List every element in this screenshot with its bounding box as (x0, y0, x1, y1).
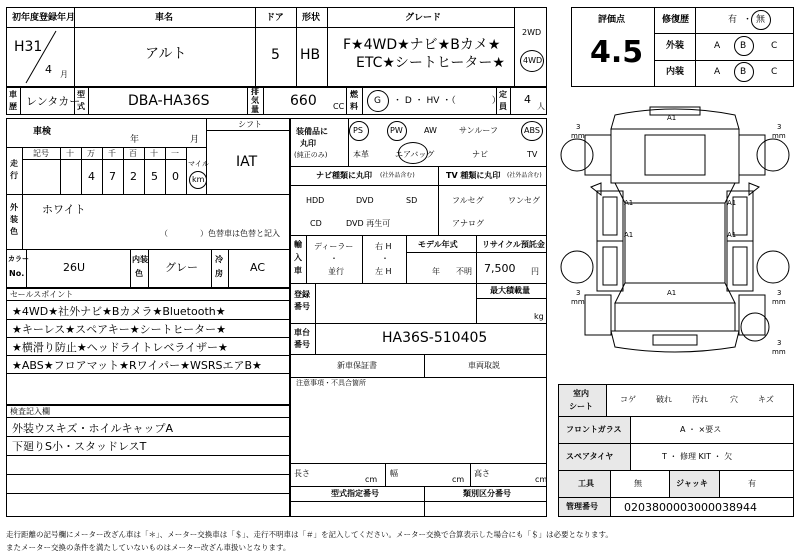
type-label-1: 型 (77, 90, 85, 99)
front-glass-value: A ・ ×要ス (680, 425, 722, 434)
aircon-label-2: 房 (215, 269, 223, 278)
disp-label-2: 気 (251, 96, 259, 105)
capacity-value: 4 (524, 93, 531, 106)
dim-width-unit: cm (452, 475, 465, 484)
inspection-year: 年 (130, 135, 140, 145)
tread-spare-mm: mm (772, 348, 786, 356)
inspector-note-2: 下廻りS小・スタッドレスT (12, 440, 147, 453)
mileage-digit-2: 7 (109, 170, 116, 183)
tread-fr: 3 (777, 123, 782, 131)
drive-4wd: 4WD (523, 56, 543, 65)
mileage-digit-4: 5 (151, 170, 158, 183)
equip-navi: ナビ (472, 150, 488, 159)
import-parallel: 並行 (328, 267, 344, 276)
disp-unit: CC (333, 102, 345, 111)
aircon-value: AC (250, 261, 266, 274)
interior-label: 内装 (666, 67, 685, 77)
reg-label-1: 登録 (294, 290, 310, 299)
color-change-note: （ ）色替車は色替と記入 (160, 229, 280, 238)
mileage-digit-1: 4 (88, 170, 95, 183)
damage-a1-rear: A1 (667, 289, 677, 297)
car-damage-diagram (555, 95, 795, 380)
exterior-c: C (771, 41, 778, 51)
type-designation-label: 型式指定番号 (331, 489, 379, 498)
exterior-label: 外装 (666, 41, 685, 51)
mileage-digit-5: 0 (172, 170, 179, 183)
vehicle-manual: 車両取説 (468, 361, 500, 370)
navi-sd: SD (406, 196, 418, 205)
recycle-unit: 円 (531, 267, 539, 276)
repair-no: 無 (756, 15, 766, 25)
interior-sheet-label-1: 室内 (573, 389, 589, 398)
equip-ps: PS (353, 126, 363, 135)
jack-value: 有 (748, 479, 756, 488)
dim-height-unit: cm (535, 475, 548, 484)
tread-fr-mm: mm (772, 132, 786, 140)
dim-length: 長さ (294, 469, 310, 478)
tv-type-title: TV 種類に丸印 (446, 171, 501, 180)
damage-a1-right-2: A1 (727, 231, 737, 239)
digit-label-3: 百 (129, 149, 137, 158)
reg-label-2: 番号 (294, 302, 310, 311)
navi-dvd: DVD (356, 196, 374, 205)
repair-yes: 有 (728, 15, 738, 25)
shape-label: 形状 (302, 13, 321, 23)
front-glass-label: フロントガラス (566, 425, 622, 434)
inspector-note-1: 外装ウスキズ・ホイルキャップA (12, 422, 173, 435)
capacity-unit: 人 (537, 102, 545, 111)
repair-history-label: 修復歴 (662, 15, 690, 25)
damage-a1-left-2: A1 (624, 231, 634, 239)
interior-c: C (771, 67, 778, 77)
inspection-label: 車検 (33, 127, 52, 137)
color-label-2: 装 (10, 215, 18, 224)
interior-color-label-1: 内装 (132, 255, 148, 264)
damage-a1-front: A1 (667, 114, 677, 122)
equip-sunroof: サンルーフ (459, 126, 498, 135)
dim-height: 高さ (474, 469, 490, 478)
mileage-label-2: 行 (10, 171, 18, 180)
fuel-label-2: 料 (350, 102, 358, 111)
model-year-unknown: 不明 (456, 267, 472, 276)
sales-point-3: ★横滑り防止★ヘッドライトレベライザー★ (12, 341, 228, 354)
displacement: 660 (290, 93, 317, 109)
sales-point-1: ★4WD★社外ナビ★Bカメラ★Bluetooth★ (12, 305, 226, 318)
first-reg-month: 4 (45, 63, 52, 76)
sheet-dirt: 汚れ (692, 395, 708, 404)
import-label-3: 車 (294, 266, 302, 275)
import-label-1: 輸 (294, 240, 302, 249)
control-no-value: 0203800003000038944 (624, 501, 757, 514)
sheet-hole: 穴 (730, 395, 738, 404)
body-shape: HB (300, 47, 321, 63)
tools-value: 無 (634, 479, 642, 488)
type-label-2: 式 (77, 102, 85, 111)
model-year-label: モデル年式 (418, 240, 458, 249)
import-right-h: 右 H (375, 242, 392, 251)
score-value: 4.5 (590, 35, 644, 70)
tread-fl: 3 (576, 123, 581, 131)
type-value: DBA-HA36S (128, 93, 210, 109)
first-reg-label: 初年度登録年月 (12, 13, 76, 23)
color-label-3: 色 (10, 227, 18, 236)
equip-leather: 本革 (353, 150, 369, 159)
max-load-label: 最大積載量 (490, 286, 530, 295)
color-label-1: 外 (10, 203, 18, 212)
model-name-label: 車名 (155, 13, 174, 23)
shift-label: シフト (238, 120, 262, 129)
body-color: ホワイト (42, 203, 86, 216)
dim-length-unit: cm (365, 475, 378, 484)
navi-hdd: HDD (306, 196, 325, 205)
shift-value: IAT (236, 154, 258, 170)
dim-width: 幅 (390, 469, 398, 478)
color-no-label-2: No. (9, 269, 25, 278)
mileage-unit-mile: マイル (188, 160, 209, 168)
chassis-number: HA36S-510405 (382, 330, 488, 346)
import-dealer: ディーラー (314, 242, 354, 251)
mileage-label-1: 走 (10, 159, 18, 168)
interior-color: グレー (165, 261, 198, 274)
jack-label: ジャッキ (676, 479, 708, 488)
sales-points-label: セールスポイント (10, 290, 74, 299)
equip-abs: ABS (524, 126, 540, 135)
digit-label-1: 万 (87, 149, 95, 158)
repair-dot: ・ (743, 15, 753, 25)
interior-a: A (714, 67, 721, 77)
color-code: 26U (63, 261, 86, 274)
digit-label-0: 十 (66, 149, 74, 158)
vehicle-class: レンタカー (26, 95, 81, 108)
control-no-label: 管理番号 (566, 502, 598, 511)
damage-a1-left-1: A1 (624, 199, 634, 207)
tv-analog: アナログ (452, 219, 484, 228)
exterior-b: B (740, 41, 747, 51)
new-car-warranty: 新車保証書 (337, 361, 377, 370)
navi-dvd-play: DVD 再生可 (346, 219, 391, 228)
fuel-gasoline: G (374, 96, 381, 106)
month-unit: 月 (60, 70, 68, 79)
digit-label-4: 十 (150, 149, 158, 158)
footer-note-1: 走行距離の記号欄にメーター改ざん車は「＊」、メーター交換車は「＄」、走行不明車は「＃」を記入してください。メーター交換で合算表示した場合にも「＄」は必要となります。 (6, 530, 613, 539)
tv-fullseg: フルセグ (452, 196, 484, 205)
tv-type-sub: (社外品含む) (507, 172, 542, 179)
tread-spare: 3 (777, 339, 782, 347)
score-label: 評価点 (598, 15, 626, 25)
navi-cd: CD (310, 219, 322, 228)
equip-airbag: エアバッグ (395, 150, 435, 159)
recycle-label: リサイクル預託金 (482, 240, 545, 249)
capacity-label-1: 定 (499, 90, 507, 99)
chassis-label-1: 車台 (294, 328, 310, 337)
interior-color-label-2: 色 (135, 269, 143, 278)
sales-point-4: ★ABS★フロアマット★Rワイパー★WSRSエアB★ (12, 359, 262, 372)
import-label-2: 入 (294, 253, 302, 262)
damage-a1-right-1: A1 (727, 199, 737, 207)
interior-sheet-label-2: シート (569, 402, 593, 411)
navi-type-title: ナビ種類に丸印 (316, 171, 372, 180)
chassis-label-2: 番号 (294, 340, 310, 349)
digit-label-5: 一 (171, 149, 179, 158)
inspection-month: 月 (190, 135, 200, 145)
inspector-label: 検査記入欄 (10, 407, 50, 416)
model-year-year: 年 (432, 267, 440, 276)
class-label-1: 車 (9, 90, 17, 99)
sheet-tear: 破れ (656, 395, 672, 404)
mileage-digit-3: 2 (130, 170, 137, 183)
import-dot: ・ (330, 254, 338, 263)
equip-tv: TV (527, 150, 538, 159)
navi-type-sub: (社外品含む) (380, 172, 415, 179)
class-label-2: 歴 (9, 102, 17, 111)
equip-aw: AW (424, 126, 437, 135)
disp-label-3: 量 (251, 105, 259, 114)
interior-b: B (740, 67, 747, 77)
grade-label: グレード (405, 13, 442, 23)
sheet-burn: コゲ (620, 395, 636, 404)
mileage-unit-km: km (192, 175, 205, 184)
equipment-title-3: (純正のみ) (294, 151, 328, 159)
tread-rl: 3 (576, 289, 581, 297)
door-label: ドア (266, 13, 284, 23)
notes-label: 注意事項・不具合箇所 (296, 379, 366, 387)
spare-tire-label: スペアタイヤ (566, 452, 614, 461)
capacity-label-2: 員 (499, 102, 507, 111)
footer-note-2: またメーター交換の条件を満たしていないものはメーター改ざん車扱いとなります。 (6, 543, 291, 552)
import-dot-2: ・ (381, 254, 389, 263)
max-load-unit: kg (534, 312, 544, 321)
equipment-title-1: 装備品に (296, 127, 328, 136)
color-no-label-1: カラー (8, 255, 29, 263)
digit-label-2: 千 (108, 149, 116, 158)
disp-label-1: 排 (251, 87, 259, 96)
spare-tire-value: T ・ 修理 KIT ・ 欠 (662, 452, 733, 461)
grade-line-2: ETC★シートヒーター★ (356, 55, 505, 71)
fuel-others: ・ D ・ HV ・（ ） (393, 96, 501, 106)
equipment-title-2: 丸印 (300, 139, 316, 148)
aircon-label-1: 冷 (215, 255, 223, 264)
sales-point-2: ★キーレス★スペアキー★シートヒーター★ (12, 323, 227, 336)
fuel-label-1: 燃 (350, 90, 358, 99)
import-left-h: 左 H (375, 267, 392, 276)
tread-rr-mm: mm (772, 298, 786, 306)
grade-line-1: F★4WD★ナビ★Bカメ★ (343, 37, 501, 53)
tv-oneseg: ワンセグ (508, 196, 540, 205)
tread-fl-mm: mm (571, 132, 585, 140)
category-label: 類別区分番号 (463, 489, 511, 498)
recycle-value: 7,500 (484, 262, 516, 275)
door-count: 5 (271, 47, 280, 63)
tread-rl-mm: mm (571, 298, 585, 306)
sheet-scratch: キズ (758, 395, 774, 404)
exterior-a: A (714, 41, 721, 51)
model-name: アルト (145, 46, 187, 62)
mileage-code-label: 記号 (33, 149, 49, 158)
tread-rr: 3 (777, 289, 782, 297)
drive-2wd: 2WD (522, 28, 542, 37)
first-reg-era: H31 (14, 39, 43, 55)
equip-pw: PW (390, 126, 403, 135)
tools-label: 工具 (578, 479, 594, 488)
